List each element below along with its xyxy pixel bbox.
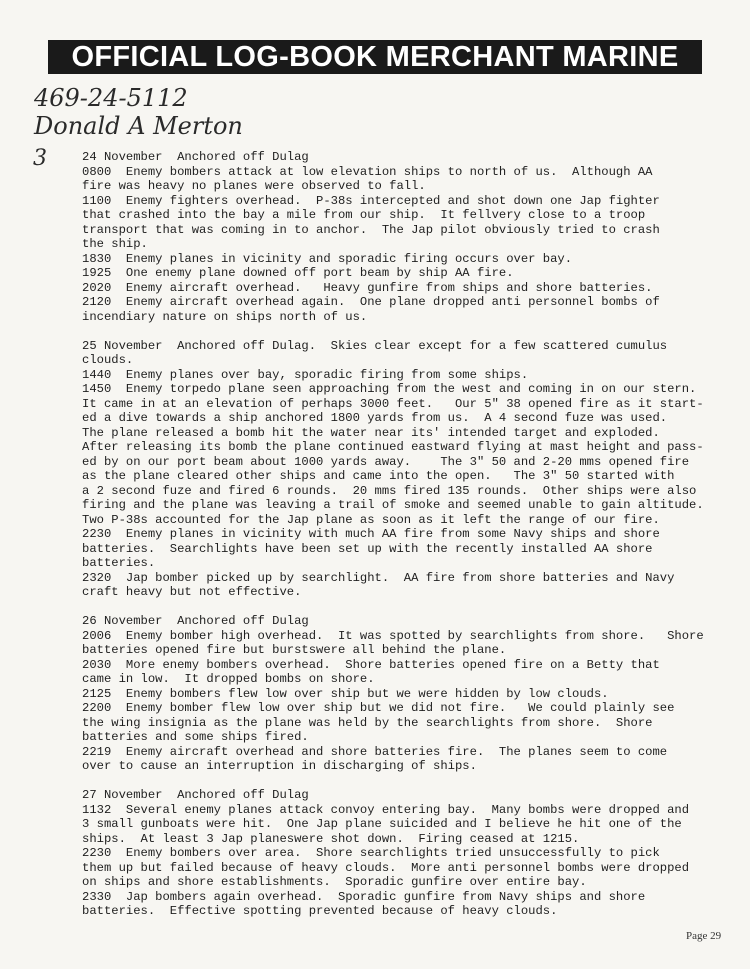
entry-line: batteries. Effective spotting prevented because of heavy clouds. bbox=[82, 904, 558, 918]
entry-line: that crashed into the bay a mile from our ship. It fellvery close to a troop bbox=[82, 208, 646, 222]
entry-line: 1132 Several enemy planes attack convoy entering bay. Many bombs were dropped and bbox=[82, 802, 690, 817]
entry-line: 2125 Enemy bombers flew low over ship but we were hidden by low clouds. bbox=[82, 686, 609, 701]
entry-line: the wing insignia as the plane was held by the searchlights from shore. Shore bbox=[82, 715, 653, 730]
entry-line: 2006 Enemy bomber high overhead. It was spotted by searchlights from shore. Shore bbox=[82, 628, 704, 643]
entry-line: 1100 Enemy fighters overhead. P-38s intercepted and shot down one Jap fighter bbox=[82, 193, 660, 208]
entry-line: The plane released a bomb hit the water near its' intended target and exploded. bbox=[82, 425, 660, 440]
entry-line: 2020 Enemy aircraft overhead. Heavy gunfire from ships and shore batteries. bbox=[82, 280, 653, 295]
log-entry bbox=[82, 788, 690, 919]
entry-line: 2120 Enemy aircraft overhead again. One plane dropped anti personnel bombs of bbox=[82, 295, 660, 309]
handwritten-signature: Donald A Merton bbox=[34, 112, 243, 140]
entry-line: 2030 More enemy bombers overhead. Shore batteries opened fire on a Betty that bbox=[82, 657, 660, 672]
entry-line: 1450 Enemy torpedo plane seen approaching from the west and coming in on our stern. bbox=[82, 382, 697, 396]
entry-line: 3 small gunboats were hit. One Jap plane suicided and I believe he hit one of the bbox=[82, 817, 682, 831]
page-title-banner: OFFICIAL LOG-BOOK MERCHANT MARINE bbox=[48, 40, 702, 74]
entry-line: 0800 Enemy bombers attack at low elevation ships to north of us. Although AA bbox=[82, 164, 653, 179]
entry-line: ships. At least 3 Jap planeswere shot down. Firing ceased at 1215. bbox=[82, 831, 580, 846]
entry-line: firing and the plane was leaving a trail of smoke and seemed unable to gain altitude. bbox=[82, 498, 704, 512]
entry-line: over to cause an interruption in discharging of ships. bbox=[82, 759, 477, 773]
log-entry bbox=[82, 150, 682, 324]
entry-line: 2230 Enemy planes in vicinity with much AA fire from some Navy ships and shore bbox=[82, 527, 660, 541]
handwritten-number: 469-24-5112 bbox=[34, 84, 188, 112]
log-entry bbox=[82, 338, 704, 600]
entry-line: transport that was coming in to anchor. The Jap pilot obviously tried to crash bbox=[82, 222, 660, 237]
entry-line: them up but failed because of heavy clouds. More anti personnel bombs were dropped bbox=[82, 860, 690, 875]
entry-line: a 2 second fuze and fired 6 rounds. 20 mms fired 135 rounds. Other ships were also bbox=[82, 483, 697, 498]
entry-line: Two P-38s accounted for the Jap plane as soon as it left the range of our fire. bbox=[82, 512, 660, 527]
entry-line: ed a dive towards a ship anchored 1800 yards from us. A 4 second fuze was used. bbox=[82, 411, 668, 425]
entry-line: 2230 Enemy bombers over area. Shore searchlights tried unsuccessfully to pick bbox=[82, 846, 660, 860]
entry-line: clouds. bbox=[82, 353, 134, 367]
entry-line: 2330 Jap bombers again overhead. Sporadic gunfire from Navy ships and shore bbox=[82, 889, 646, 904]
log-entries bbox=[82, 150, 704, 933]
entry-heading: 26 November Anchored off Dulag bbox=[82, 614, 309, 628]
entry-line: incendiary nature on ships north of us. bbox=[82, 309, 368, 324]
entry-line: came in low. It dropped bombs on shore. bbox=[82, 672, 375, 686]
log-entry bbox=[82, 614, 704, 774]
entry-line: batteries. bbox=[82, 556, 156, 570]
entry-line: as the plane cleared other ships and came into the open. The 3" 50 started with bbox=[82, 469, 675, 483]
entry-line: ed by on our port beam about 1000 yards away. The 3" 50 and 2-20 mms opened fire bbox=[82, 454, 690, 469]
entry-heading: 27 November Anchored off Dulag bbox=[82, 788, 309, 802]
entry-line: After releasing its bomb the plane continued eastward flying at mast height and pass- bbox=[82, 440, 704, 454]
entry-line: batteries and some ships fired. bbox=[82, 730, 309, 744]
entry-line: craft heavy but not effective. bbox=[82, 585, 302, 599]
entry-line: the ship. bbox=[82, 237, 148, 251]
entry-line: 1925 One enemy plane downed off port beam by ship AA fire. bbox=[82, 266, 514, 280]
entry-heading: 25 November Anchored off Dulag. Skies clear except for a few scattered cumulus bbox=[82, 338, 668, 353]
handwritten-mark: 3 bbox=[33, 146, 47, 171]
entry-line: It came in at an elevation of perhaps 3000 feet. Our 5" 38 opened fire as it start- bbox=[82, 396, 704, 411]
entry-line: on ships and shore establishments. Sporadic gunfire over entire bay. bbox=[82, 875, 587, 889]
entry-line: 2200 Enemy bomber flew low over ship but we did not fire. We could plainly see bbox=[82, 701, 675, 715]
entry-line: fire was heavy no planes were observed to fall. bbox=[82, 179, 426, 193]
entry-line: 1830 Enemy planes in vicinity and sporadic firing occurs over bay. bbox=[82, 251, 573, 266]
entry-line: 2320 Jap bomber picked up by searchlight. AA fire from shore batteries and Navy bbox=[82, 570, 675, 585]
entry-line: batteries. Searchlights have been set up with the recently installed AA shore bbox=[82, 541, 653, 556]
page-number: Page 29 bbox=[686, 930, 722, 942]
entry-line: batteries opened fire but burstswere all behind the plane. bbox=[82, 643, 507, 657]
entry-line: 2219 Enemy aircraft overhead and shore batteries fire. The planes seem to come bbox=[82, 744, 668, 759]
entry-heading: 24 November Anchored off Dulag bbox=[82, 150, 309, 164]
entry-line: 1440 Enemy planes over bay, sporadic firing from some ships. bbox=[82, 367, 529, 382]
